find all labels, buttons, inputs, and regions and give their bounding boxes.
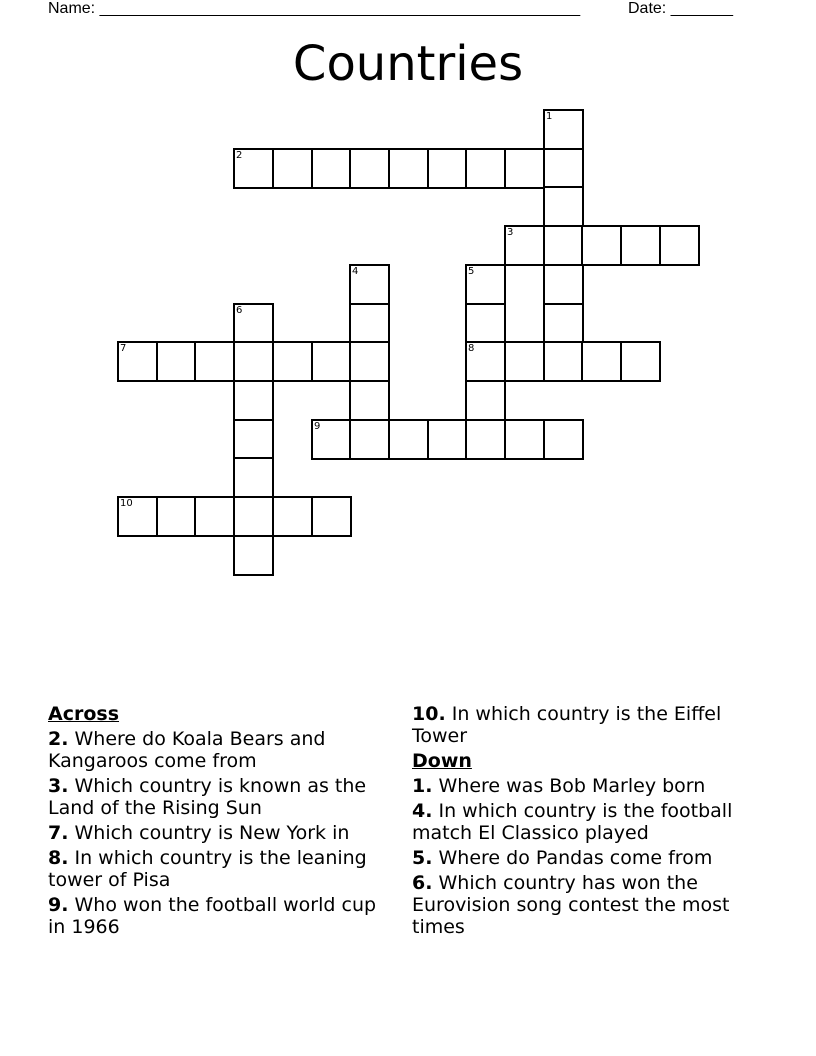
grid-cell[interactable] [233, 380, 274, 421]
grid-cell[interactable] [156, 496, 197, 537]
clue-text: Which country is known as the Land of the Rising Sun [48, 775, 367, 819]
clue-number: 4. [412, 800, 433, 822]
clue-text: Which country is New York in [74, 822, 350, 844]
clue-number-label: 5 [468, 266, 475, 277]
grid-cell[interactable] [427, 148, 468, 189]
grid-cell[interactable] [388, 148, 429, 189]
across-clue [48, 847, 398, 891]
clue-number-label: 3 [507, 227, 514, 238]
grid-cell[interactable] [311, 148, 352, 189]
grid-cell[interactable] [272, 148, 313, 189]
clue-number-label: 8 [468, 343, 475, 354]
clues-column-right [412, 703, 772, 941]
across-clue [48, 775, 398, 819]
across-clue [48, 728, 398, 772]
down-clue [412, 872, 772, 938]
down-clue [412, 800, 772, 844]
grid-cell[interactable] [504, 419, 545, 460]
grid-cell[interactable] [156, 341, 197, 382]
grid-cell[interactable] [504, 341, 545, 382]
clue-number: 5. [412, 847, 433, 869]
grid-cell[interactable] [349, 380, 390, 421]
clue-number-label: 10 [120, 498, 133, 509]
grid-cell[interactable] [233, 496, 274, 537]
grid-cell[interactable] [349, 148, 390, 189]
grid-cell[interactable] [543, 303, 584, 344]
across-clue [412, 703, 772, 747]
grid-cell[interactable] [543, 148, 584, 189]
grid-cell[interactable] [465, 380, 506, 421]
date-field-line: Date: _______ [628, 0, 733, 17]
grid-cell-1[interactable] [543, 109, 584, 150]
grid-cell[interactable] [349, 419, 390, 460]
grid-cell[interactable] [659, 225, 700, 266]
grid-cell[interactable] [581, 341, 622, 382]
down-clue [412, 775, 772, 797]
grid-cell[interactable] [465, 148, 506, 189]
grid-cell[interactable] [311, 496, 352, 537]
grid-cell[interactable] [349, 303, 390, 344]
grid-cell-5[interactable] [465, 264, 506, 305]
grid-cell-2[interactable] [233, 148, 274, 189]
clue-number: 3. [48, 775, 69, 797]
down-heading: Down [412, 750, 472, 772]
clue-number-label: 7 [120, 343, 127, 354]
page-title: Countries [292, 36, 524, 92]
clue-number-label: 1 [546, 111, 553, 122]
grid-cell[interactable] [581, 225, 622, 266]
name-field-line: Name: ______________________________________________________ [48, 0, 581, 17]
grid-cell[interactable] [620, 341, 661, 382]
grid-cell[interactable] [233, 457, 274, 498]
grid-cell[interactable] [543, 264, 584, 305]
clue-number: 7. [48, 822, 69, 844]
clue-number: 10. [412, 703, 446, 725]
grid-cell[interactable] [465, 303, 506, 344]
clue-number: 6. [412, 872, 433, 894]
clue-text: In which country is the Eiffel Tower [412, 703, 722, 747]
grid-cell[interactable] [388, 419, 429, 460]
grid-cell[interactable] [233, 419, 274, 460]
grid-cell-6[interactable] [233, 303, 274, 344]
clue-text: Where was Bob Marley born [438, 775, 706, 797]
grid-cell[interactable] [272, 496, 313, 537]
clue-number: 1. [412, 775, 433, 797]
clue-text: Where do Pandas come from [438, 847, 713, 869]
grid-cell[interactable] [311, 341, 352, 382]
clue-text: Where do Koala Bears and Kangaroos come from [48, 728, 326, 772]
down-clue [412, 847, 772, 869]
grid-cell-9[interactable] [311, 419, 352, 460]
grid-cell[interactable] [233, 341, 274, 382]
grid-cell[interactable] [194, 341, 235, 382]
grid-cell[interactable] [349, 341, 390, 382]
grid-cell-10[interactable] [117, 496, 158, 537]
grid-cell[interactable] [427, 419, 468, 460]
clue-text: Which country has won the Eurovision song contest the most times [412, 872, 730, 938]
clue-number: 2. [48, 728, 69, 750]
grid-cell[interactable] [543, 419, 584, 460]
clue-number: 8. [48, 847, 69, 869]
across-clue [48, 822, 398, 844]
clue-number: 9. [48, 894, 69, 916]
grid-cell-3[interactable] [504, 225, 545, 266]
grid-cell[interactable] [543, 225, 584, 266]
clues-column-left [48, 703, 398, 941]
grid-cell-8[interactable] [465, 341, 506, 382]
across-clue [48, 894, 398, 938]
grid-cell[interactable] [504, 148, 545, 189]
clue-text: In which country is the leaning tower of Pisa [48, 847, 367, 891]
clue-number-label: 6 [236, 305, 243, 316]
grid-cell[interactable] [465, 419, 506, 460]
clue-number-label: 2 [236, 150, 243, 161]
grid-cell[interactable] [272, 341, 313, 382]
across-heading: Across [48, 703, 120, 725]
clue-text: Who won the football world cup in 1966 [48, 894, 377, 938]
grid-cell[interactable] [194, 496, 235, 537]
grid-cell[interactable] [233, 535, 274, 576]
grid-cell[interactable] [543, 186, 584, 227]
grid-cell-7[interactable] [117, 341, 158, 382]
clue-text: In which country is the football match El Classico played [412, 800, 733, 844]
clue-number-label: 4 [352, 266, 359, 277]
grid-cell-4[interactable] [349, 264, 390, 305]
clue-number-label: 9 [314, 421, 321, 432]
grid-cell[interactable] [620, 225, 661, 266]
grid-cell[interactable] [543, 341, 584, 382]
